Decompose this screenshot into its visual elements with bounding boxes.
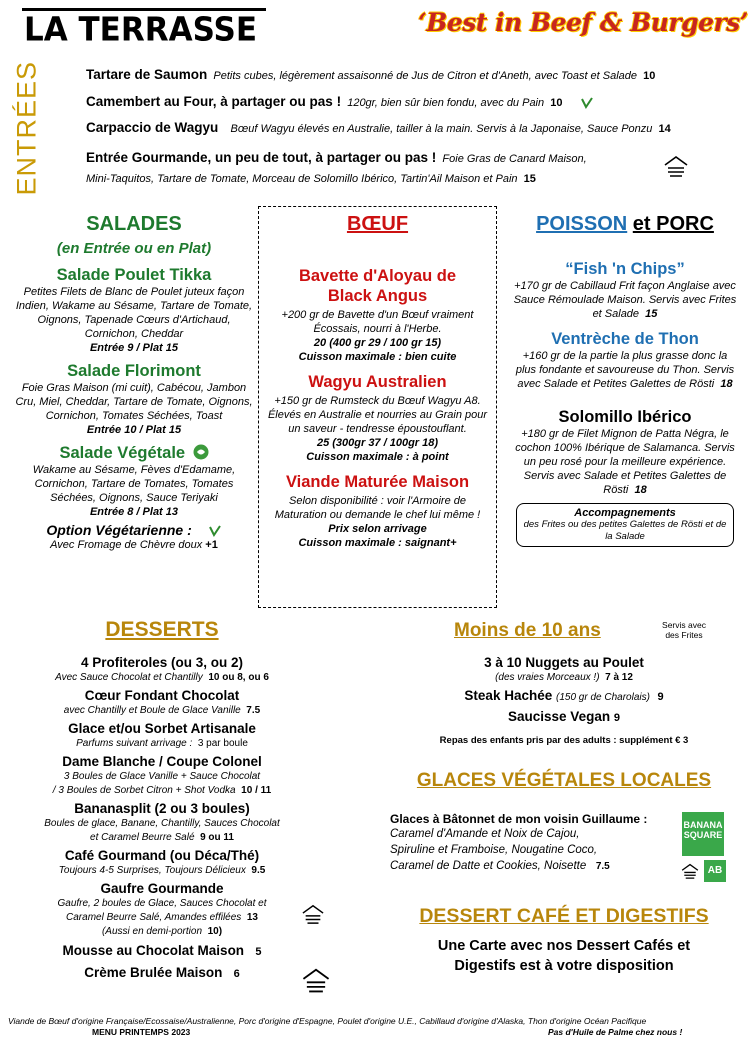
item-desc: +200 gr de Bavette d'un Bœuf vraiment Écossais, nourri à l'Herbe. <box>281 309 474 335</box>
dessert-desc: / 3 Boules de Sorbet Citron + Shot Vodka 10 / 11 <box>52 785 272 796</box>
item-title: Salade Florimont <box>67 362 201 380</box>
ab-organic-logo: AB <box>704 860 726 882</box>
moins-10-note: Servis avec des Frites <box>662 620 706 640</box>
dessert-desc: avec Chantilly et Boule de Glace Vanille 7.5 <box>63 705 261 716</box>
banana-square-logo: BANANA SQUARE <box>682 812 724 856</box>
item-price: 20 (400 gr 29 / 100 gr 15) <box>313 337 442 349</box>
item-title: Wagyu Australien <box>308 373 447 391</box>
dessert-desc: Caramel Beurre Salé, Amandes effilées 13 <box>66 912 258 923</box>
dessert-title: Crème Brulée Maison 6 <box>84 965 240 980</box>
glaces-flavors: Caramel d'Amande et Noix de Cajou, Spiruline et Framboise, Nougatine Coco, Caramel de Datte et Cookies, Noisette 7.5 <box>390 828 610 872</box>
repas-note: Repas des enfants pris par des adults : supplément € 3 <box>439 735 689 746</box>
vegan-badge-icon <box>193 444 209 460</box>
item-cuisson: Cuisson maximale : saignant+ <box>298 537 457 549</box>
dessert-title: Café Gourmand (ou Déca/Thé) <box>64 848 260 863</box>
item-price: Prix selon arrivage <box>328 523 427 535</box>
entree-item: Carpaccio de Wagyu Bœuf Wagyu élevés en Australie, tailler à la main. Servis à la Japonaise, Sauce Ponzu 14 <box>86 120 671 135</box>
glaces-intro: Glaces à Bâtonnet de mon voisin Guillaume : <box>390 812 648 826</box>
item-desc: Wakame au Sésame, Fèves d'Edamame, Cornichon, Tartare de Tomates, Tomates Séchées, Oignons, Sauce Teriyaki <box>32 464 236 504</box>
vegetarian-icon <box>208 525 222 537</box>
dessert-desc: Boules de glace, Banane, Chantilly, Sauces Chocolat <box>44 818 280 829</box>
desserts-title: DESSERTS <box>105 618 219 641</box>
slogan: ‘Best in Beef & Burgers’ <box>418 8 748 37</box>
vegetarian-icon <box>580 97 594 109</box>
item-desc: +170 gr de Cabillaud Frit façon Anglaise avec Sauce Rémoulade Maison. Servis avec Frites et Salade 15 <box>513 280 737 320</box>
accompagnements-box: Accompagnements des Frites ou des petites Galettes de Rösti et de la Salade <box>516 503 734 547</box>
palm-oil-note: Pas d'Huile de Palme chez nous ! <box>548 1027 683 1037</box>
item-title: Bavette d'Aloyau de Black Angus <box>298 267 457 305</box>
kids-desc: (des vraies Morceaux !) 7 à 12 <box>495 672 633 683</box>
item-desc: +160 gr de la partie la plus grasse donc la plus fondante et savoureuse du Thon. Servis avec Salade et Petites Galettes de Rösti 18 <box>515 350 735 390</box>
item-price: 25 (300gr 37 / 100gr 18) <box>316 437 439 449</box>
kids-item: Saucisse Vegan 9 <box>508 709 620 724</box>
sharing-icon <box>662 154 690 178</box>
item-desc: +180 gr de Filet Mignon de Patta Négra, le cochon 100% Ibérique de Salamanca. Servis un peu rosé pour la meilleure expérience. Servis avec Salade et Petites Galettes de Rösti 18 <box>515 428 735 496</box>
moins-10-title: Moins de 10 ans <box>454 620 601 641</box>
sharing-icon <box>300 903 326 925</box>
dessert-title: Gaufre Gourmande <box>100 881 224 896</box>
logo-text: LA TERRASSE <box>24 11 258 49</box>
item-desc: Foie Gras Maison (mi cuit), Cabécou, Jambon Cru, Miel, Cheddar, Tartare de Tomate, Oignons, Cornichon, Tomates Séchées, Toast <box>15 382 253 422</box>
origin-note: Viande de Bœuf d'origine Française/Ecossaise/Australienne, Porc d'origine d'Espagne, Poulet d'origine U.E., Cabillaud d'origine d'Alaska, Thon d'origine Océan Pacifique <box>8 1016 647 1026</box>
item-title: Salade Végétale <box>59 444 186 462</box>
dessert-desc: et Caramel Beurre Salé 9 ou 11 <box>90 832 234 843</box>
entrees-title: ENTRÉES <box>11 60 42 196</box>
item-cuisson: Cuisson maximale : à point <box>306 451 449 463</box>
dessert-title: Glace et/ou Sorbet Artisanale <box>68 721 256 736</box>
poisson-title: POISSON et PORC <box>536 213 714 235</box>
item-price: Entrée 8 / Plat 13 <box>89 506 179 518</box>
item-title: “Fish 'n Chips” <box>565 260 685 278</box>
dessert-title: Cœur Fondant Chocolat <box>84 688 240 703</box>
logo <box>22 4 266 48</box>
dessert-desc: Toujours 4-5 Surprises, Toujours Délicieux 9.5 <box>58 865 266 876</box>
dessert-desc: 3 Boules de Glace Vanille + Sauce Chocolat <box>63 771 261 782</box>
dessert-title: Dame Blanche / Coupe Colonel <box>62 754 262 769</box>
sharing-icon <box>680 862 700 880</box>
item-cuisson: Cuisson maximale : bien cuite <box>298 351 457 363</box>
digestifs-text: Une Carte avec nos Dessert Cafés et Digestifs est à votre disposition <box>437 938 691 974</box>
item-desc: +150 gr de Rumsteck du Bœuf Wagyu A8. Élevés en Australie et nourries au Grain pour un saveur - tendresse époustouflant. <box>267 395 488 435</box>
salades-title: SALADES <box>86 213 182 235</box>
item-price: Entrée 9 / Plat 15 <box>89 342 179 354</box>
glaces-section <box>388 770 740 875</box>
entree-item: Camembert au Four, à partager ou pas ! 120gr, bien sûr bien fondu, avec du Pain 10 <box>86 94 594 109</box>
kids-item: 3 à 10 Nuggets au Poulet <box>484 655 644 670</box>
dessert-desc: Avec Sauce Chocolat et Chantilly 10 ou 8, ou 6 <box>55 672 269 683</box>
boeuf-section <box>258 206 497 608</box>
moins-10-section <box>388 618 740 746</box>
boeuf-title: BŒUF <box>346 213 409 235</box>
item-desc: Selon disponibilité : voir l'Armoire de Maturation ou demande le chef lui même ! <box>274 495 481 521</box>
glaces-title: GLACES VÉGÉTALES LOCALES <box>416 770 712 791</box>
menu-season: MENU PRINTEMPS 2023 <box>92 1027 191 1037</box>
dessert-title: 4 Profiteroles (ou 3, ou 2) <box>80 655 244 670</box>
entree-item-cont: Mini-Taquitos, Tartare de Tomate, Morceau de Solomillo Ibérico, Tartin'Ail Maison et Pain 15 <box>86 173 536 185</box>
option-vegetarienne: Option Végétarienne : <box>14 522 254 538</box>
entree-item: Entrée Gourmande, un peu de tout, à partager ou pas ! Foie Gras de Canard Maison, <box>86 150 587 165</box>
item-desc: Petites Filets de Blanc de Poulet juteux façon Indien, Wakame au Sésame, Tartare de Tomate, Oignons, Tapenade Cœurs d'Artichaud, Cornichon, Cheddar <box>15 286 253 340</box>
option-desc: Avec Fromage de Chèvre doux +1 <box>50 539 218 551</box>
item-title: Viande Maturée Maison <box>285 473 470 491</box>
item-title: Ventrèche de Thon <box>551 330 699 348</box>
dessert-desc: (Aussi en demi-portion 10) <box>101 926 223 937</box>
salades-subtitle: (en Entrée ou en Plat) <box>56 240 212 257</box>
entree-item: Tartare de Saumon Petits cubes, légèrement assaisonné de Jus de Citron et d'Aneth, avec Toast et Salade 10 <box>86 67 656 82</box>
dessert-title: Mousse au Chocolat Maison 5 <box>62 943 262 958</box>
dessert-desc: Gaufre, 2 boules de Glace, Sauces Chocolat et <box>57 898 267 909</box>
digestifs-title: DESSERT CAFÉ ET DIGESTIFS <box>419 905 709 927</box>
desserts-section <box>4 618 320 983</box>
sharing-icon <box>300 966 332 994</box>
dessert-desc: Parfums suivant arrivage : 3 par boule <box>76 738 248 749</box>
poisson-section <box>508 213 742 547</box>
item-title: Solomillo Ibérico <box>558 408 692 426</box>
item-price: Entrée 10 / Plat 15 <box>86 424 182 436</box>
digestifs-section <box>388 905 740 976</box>
kids-item: Steak Hachée (150 gr de Charolais) 9 <box>464 688 664 703</box>
item-title: Salade Poulet Tikka <box>56 266 212 284</box>
salades-section <box>14 213 254 552</box>
dessert-title: Bananasplit (2 ou 3 boules) <box>74 801 250 816</box>
